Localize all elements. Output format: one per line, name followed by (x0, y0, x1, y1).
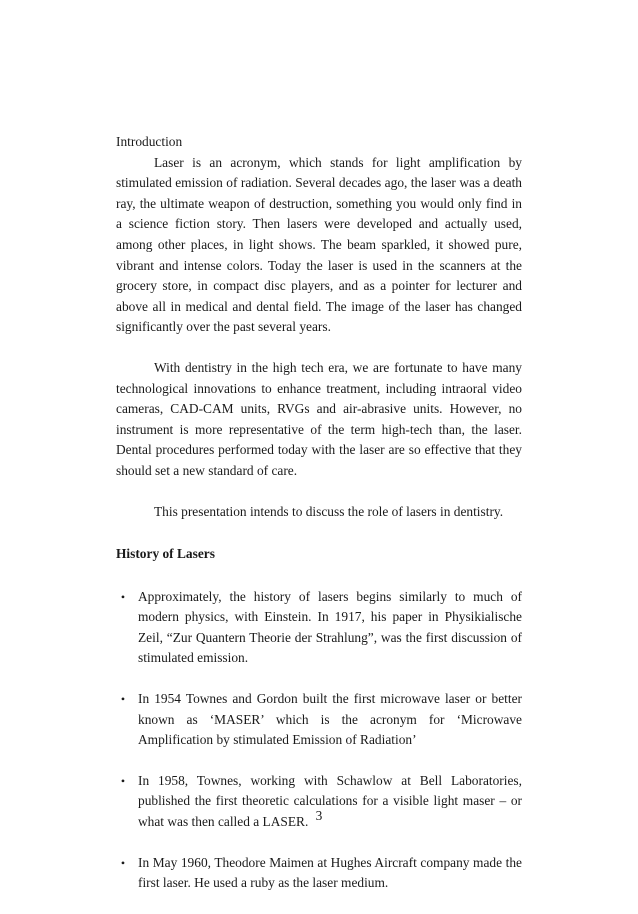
list-item-text: In May 1960, Theodore Maimen at Hughes Aircraft company made the first laser. He used a ruby as the laser medium. (138, 854, 522, 891)
list-item-text: Approximately, the history of lasers begins similarly to much of modern physics, with Einstein. In 1917, his paper in Physikialische Zeil, “Zur Quantern Theorie der Strahlung”, was the first discussion of stimulated emission. (138, 588, 522, 666)
bullet-icon: • (120, 773, 126, 788)
intro-heading: Introduction (116, 134, 183, 149)
document-page (116, 132, 522, 914)
history-heading: History of Lasers (116, 546, 215, 562)
page-number: 3 (315, 808, 323, 823)
list-item (116, 853, 522, 894)
list-item-text: In 1954 Townes and Gordon built the first microwave laser or better known as ‘MASER’ which is the acronym for ‘Microwave Amplification by stimulated Emission of Radiation’ (138, 691, 522, 748)
spacer (116, 522, 522, 544)
intro-paragraph-2: With dentistry in the high tech era, we are fortunate to have many technological innovations to enhance treatment, including intraoral video cameras, CAD-CAM units, RVGs and air-abrasive units. However, no instrument is more representative of the term high-tech than, the laser. Dental procedures performed today with the laser are so effective that they should set a new standard of care. (116, 359, 522, 478)
list-item-text: In 1958, Townes, working with Schawlow at Bell Laboratories, published the first theoretic calculations for a visible light maser – or what was then called a LASER. (138, 772, 522, 830)
history-bullet-list (116, 587, 522, 894)
spacer (116, 338, 522, 358)
intro-paragraph-1: Laser is an acronym, which stands for light amplification by stimulated emission of radiation. Several decades ago, the laser was a death ray, the ultimate weapon of destruction, something you would only find in a science fiction story. Then lasers were developed and actually used, among other places, in light shows. The beam sparkled, it showed pure, vibrant and intense colors. Today the laser is used in the scanners at the grocery store, in compact disc players, and as a pointer for lecturer and above all in medical and dental field. The image of the laser has changed significantly over the past several years. (116, 154, 522, 335)
bullet-icon: • (120, 589, 126, 604)
spacer (116, 565, 522, 587)
bullet-icon: • (120, 692, 126, 707)
spacer (116, 482, 522, 502)
list-item (116, 689, 522, 751)
list-item (116, 587, 522, 669)
intro-paragraph-3: This presentation intends to discuss the role of lasers in dentistry. (154, 503, 504, 519)
bullet-icon: • (120, 855, 126, 870)
